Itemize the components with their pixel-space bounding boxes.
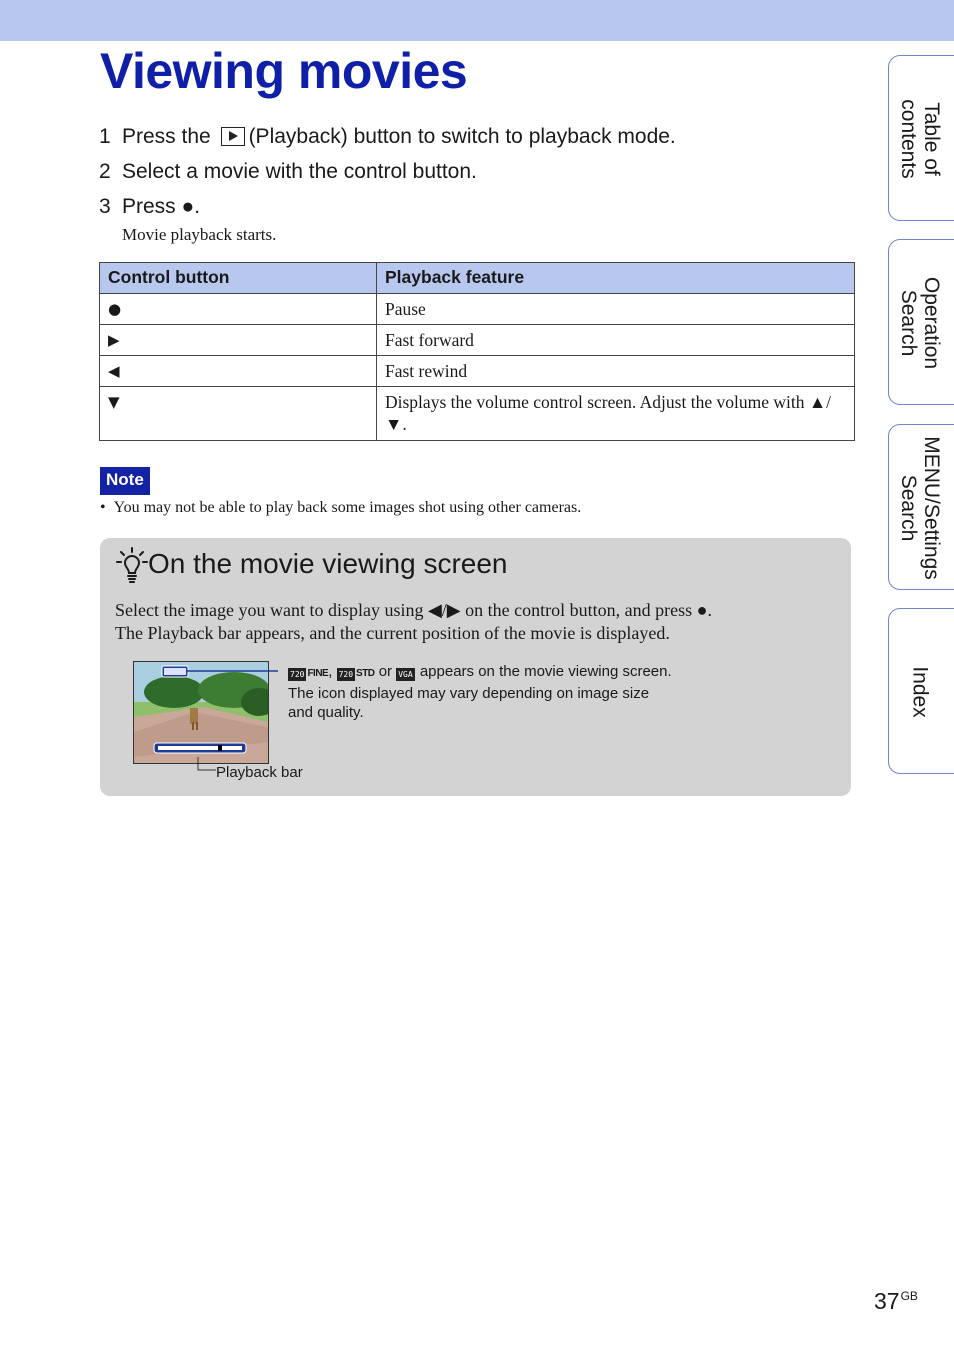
step-number: 1 (99, 125, 111, 148)
step-number: 2 (99, 160, 111, 183)
step-1 (99, 124, 676, 150)
page-number: $37^{GB}$ (874, 1288, 918, 1314)
feature-cell: Fast rewind (377, 356, 855, 387)
callout-lines (186, 666, 288, 776)
control-button-cell: ▼ (100, 387, 377, 441)
tab-label: Operation Search (897, 276, 943, 370)
feature-cell: Pause (377, 294, 855, 325)
step-3: 3 Press ●. (99, 195, 201, 218)
lightbulb-icon (115, 546, 149, 584)
control-button-cell: ● (100, 294, 377, 325)
table-row (100, 387, 855, 441)
tab-operation-search[interactable] (888, 239, 954, 405)
tab-table-of-contents[interactable] (888, 55, 954, 221)
step-number: 3 (99, 195, 111, 218)
feature-cell: Displays the volume control screen. Adjust the volume with ▲/▼. (377, 387, 855, 441)
column-header: Control button (100, 263, 377, 294)
hint-title: On the movie viewing screen (148, 548, 508, 579)
feature-cell: Fast forward (377, 325, 855, 356)
tab-label: MENU/Settings Search (897, 436, 943, 580)
column-header: Playback feature (377, 263, 855, 294)
step-2 (99, 159, 477, 185)
icon-callout: 720 FINE, 720 STD or VGA appears on the movie viewing screen. The icon displayed may vary depending on image size and quality. (288, 663, 672, 721)
control-table (99, 262, 855, 441)
step-text: Press (122, 195, 176, 218)
hint-body: Select the image you want to display using ◀/▶ on the control button, and press ●. The Playback bar appears, and the current position of the movie is displayed. (115, 600, 712, 643)
step-text: Press the (122, 125, 211, 148)
page-title: Viewing movies (100, 43, 468, 99)
note-item: • You may not be able to play back some images shot using other cameras. (100, 499, 582, 516)
step-3-result: Movie playback starts. (122, 225, 277, 244)
table-row (100, 325, 855, 356)
note-label: Note (100, 467, 150, 495)
table-header-row (100, 263, 855, 294)
tab-index[interactable] (888, 608, 954, 774)
movie-720-fine-icon: 720 (290, 670, 305, 679)
control-button-cell: ◀ (100, 356, 377, 387)
control-button-cell: ▶ (100, 325, 377, 356)
tab-menu-settings-search[interactable] (888, 424, 954, 590)
table-row (100, 356, 855, 387)
header-band (0, 0, 954, 41)
step-text: (Playback) button to switch to playback mode. (248, 125, 676, 148)
playback-icon (221, 127, 245, 146)
table-row (100, 294, 855, 325)
playback-bar-label: Playback bar (216, 764, 303, 781)
center-button-icon: ● (181, 195, 195, 218)
tab-label: Index (908, 666, 932, 718)
step-text: Select a movie with the control button. (122, 160, 477, 183)
movie-vga-icon: VGA (398, 670, 413, 679)
movie-720-std-icon: 720 (338, 670, 354, 679)
tab-label: Table of contents (897, 99, 943, 179)
